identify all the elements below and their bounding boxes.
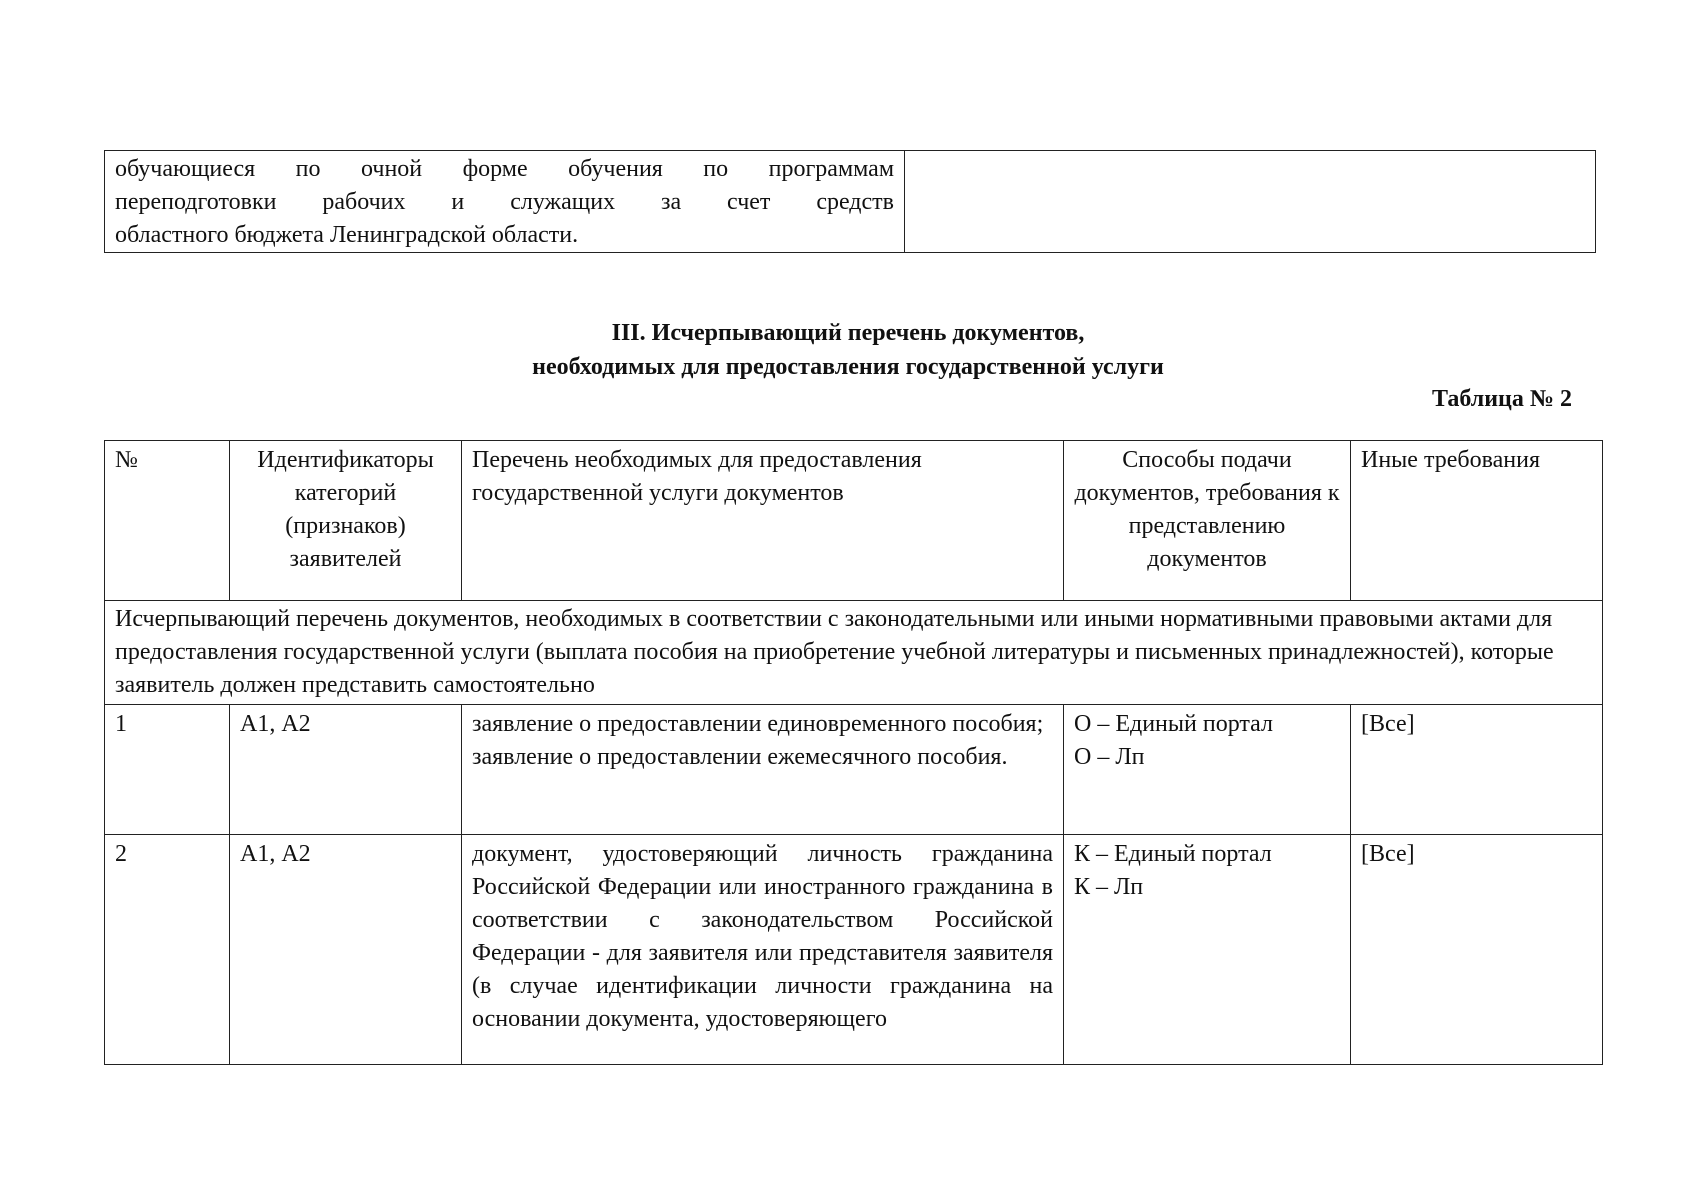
row-num: 1	[105, 705, 230, 835]
table-number: Таблица № 2	[1431, 386, 1572, 412]
header-other: Иные требования	[1351, 441, 1603, 601]
row-identifiers: А1, А2	[230, 705, 462, 835]
section-heading-line: III. Исчерпывающий перечень документов,	[611, 320, 1085, 346]
table-row	[105, 835, 1603, 1065]
table-row	[105, 151, 1596, 253]
text-line: областного бюджета Ленинградской области.	[115, 222, 579, 248]
continuation-cell-empty	[905, 151, 1596, 253]
text-line: переподготовки рабочих и служащих за счет средств	[115, 189, 894, 215]
documents-table	[104, 440, 1603, 1065]
row-documents: документ, удостоверяющий личность гражданина Российской Федерации или иностранного гражданина в соответствии с законодательством Российской Федерации - для заявителя или представителя заявителя (в случае идентификации личности гражданина на основании документа, удостоверяющего	[462, 835, 1064, 1065]
table-section-row	[105, 601, 1603, 705]
continuation-table	[104, 150, 1596, 253]
doc-line: заявление о предоставлении ежемесячного пособия.	[472, 744, 1008, 770]
text-line: обучающиеся по очной форме обучения по программам	[115, 156, 894, 182]
header-documents: Перечень необходимых для предоставления государственной услуги документов	[462, 441, 1064, 601]
section-description-cell: Исчерпывающий перечень документов, необходимых в соответствии с законодательными или иными нормативными правовыми актами для предоставления государственной услуги (выплата пособия на приобретение учебной литературы и письменных принадлежностей), которые заявитель должен представить самостоятельно	[105, 601, 1603, 705]
table-header-row	[105, 441, 1603, 601]
row-documents	[462, 705, 1064, 835]
section-heading	[0, 316, 1696, 384]
doc-line: заявление о предоставлении единовременного пособия;	[472, 711, 1044, 737]
section-heading-line: необходимых для предоставления государственной услуги	[532, 354, 1164, 380]
row-methods	[1064, 705, 1351, 835]
row-other: [Все]	[1351, 835, 1603, 1065]
method-line: О – Единый портал	[1074, 711, 1274, 737]
method-line: О – Лп	[1074, 744, 1145, 770]
row-other: [Все]	[1351, 705, 1603, 835]
method-line: К – Лп	[1074, 874, 1144, 900]
continuation-cell-text	[105, 151, 905, 253]
method-line: К – Единый портал	[1074, 841, 1272, 867]
row-identifiers: А1, А2	[230, 835, 462, 1065]
row-methods	[1064, 835, 1351, 1065]
header-num: №	[105, 441, 230, 601]
row-num: 2	[105, 835, 230, 1065]
header-identifiers: Идентификаторы категорий (признаков) заявителей	[230, 441, 462, 601]
header-methods: Способы подачи документов, требования к представлению документов	[1064, 441, 1351, 601]
table-row	[105, 705, 1603, 835]
